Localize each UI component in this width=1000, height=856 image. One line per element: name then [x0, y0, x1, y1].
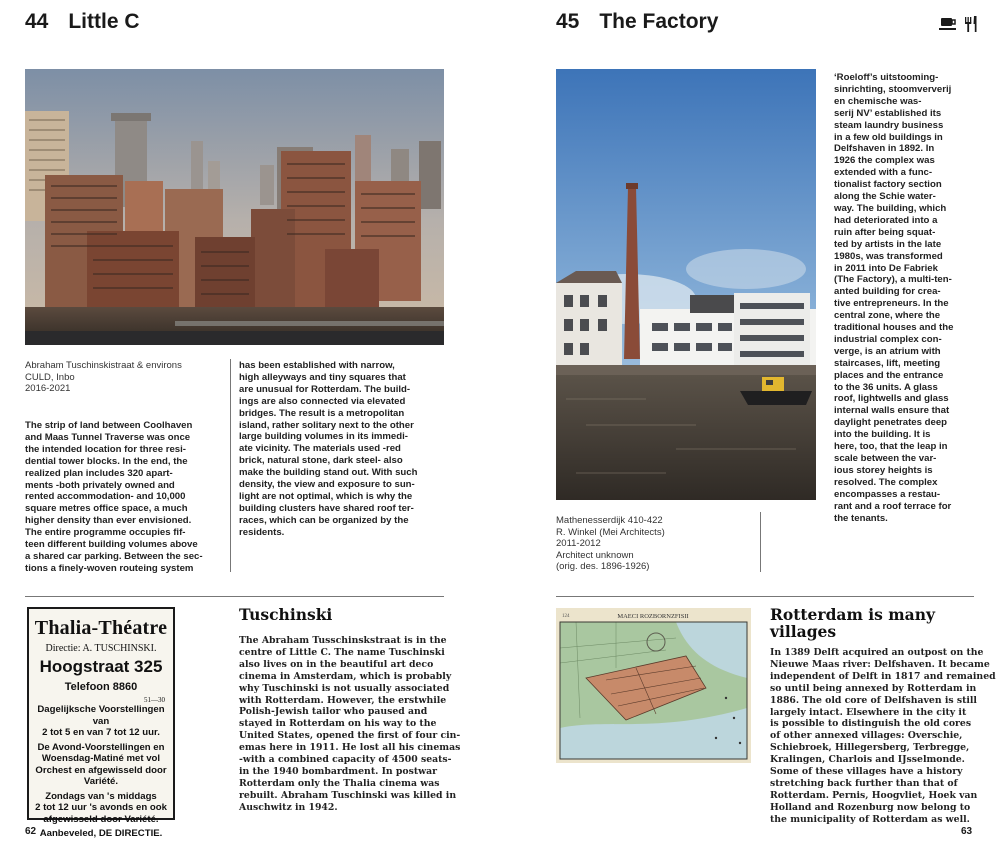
text-line: has been established with narrow,: [239, 360, 395, 371]
text-line: building clusters have shared roof ter-: [239, 502, 414, 514]
page-number-right: 63: [961, 826, 973, 837]
text-line: sinrichting, stoomververij: [834, 83, 952, 95]
page-heading-left: [25, 10, 140, 34]
text-line: and Maas Tunnel Traverse was once: [25, 431, 191, 443]
page-heading-right: [556, 10, 718, 34]
text-line: extended with a func-: [834, 167, 933, 179]
title-line: villages: [770, 622, 837, 641]
text-line: The Abraham Tusschinskstraat is in the: [239, 635, 447, 646]
text-line: tionalist factory section: [834, 179, 942, 191]
ad-title: Thalia-Théatre: [34, 617, 168, 639]
text-line: The entire programme occupies fif-: [25, 527, 186, 539]
text-line: the municipality of Rotterdam as well.: [770, 813, 970, 825]
text-line: bridges. The result is a metropolitan: [239, 407, 405, 419]
text-line: ate vicinity. The materials used -red: [239, 443, 401, 455]
text-line: places and the entrance: [834, 369, 944, 381]
text-line: a shared car parking. Between the sec-: [25, 550, 203, 562]
the-factory-caption: [556, 515, 756, 573]
text-line: to the 36 units. A glass: [834, 381, 938, 393]
text-line: independent of Delft in 1817 and remained: [770, 670, 996, 682]
text-line: resolved. The complex: [834, 476, 938, 488]
ad-line: afgewisseld door Variété.: [43, 813, 159, 825]
caption-address: Mathenesserdijk 410-422: [556, 515, 663, 526]
text-line: are unusual for Rotterdam. The build-: [239, 383, 411, 395]
ad-line: Variété.: [83, 776, 119, 787]
text-line: daylight penetrates deep: [834, 417, 948, 429]
text-line: large building volumes in its immedi-: [239, 431, 408, 443]
text-line: Auschwitz in 1942.: [239, 801, 338, 813]
delfshaven-historical-map: [556, 608, 751, 763]
text-line: way. The building, which: [834, 202, 947, 214]
text-line: steam laundry business: [834, 119, 944, 131]
coffee-cup-icon: [939, 18, 956, 30]
text-line: ruin after being squat-: [834, 226, 936, 238]
column-divider: [230, 359, 231, 572]
text-line: serij NV’ established its: [834, 107, 942, 119]
ad-line: 2 tot 12 uur 's avonds en ook: [35, 802, 167, 813]
fork-knife-icon: [965, 16, 977, 32]
map-corner-mark: 124: [562, 614, 570, 619]
tuschinski-box-title: Tuschinski: [239, 605, 333, 624]
text-line: largely intact. Elsewhere in the city it: [770, 706, 967, 718]
text-line: with Rotterdam. However, the erstwhile: [239, 694, 447, 706]
text-line: higher density than ever envisioned.: [25, 515, 192, 527]
caption-orig-architect: Architect unknown: [556, 549, 634, 561]
text-line: races, which can be organized by the: [239, 514, 409, 526]
text-line: the tenants.: [834, 512, 888, 524]
text-line: ‘Roeloff’s uitstooming-: [834, 72, 939, 83]
amenity-icons: [939, 14, 979, 34]
text-line: ious storey heights is: [834, 464, 933, 476]
entry-title: Little C: [68, 10, 140, 33]
ad-line: De Avond-Voorstellingen en: [37, 741, 165, 753]
villages-box-body: [770, 647, 996, 826]
ad-address: Hoogstraat 325: [39, 657, 163, 676]
text-line: en chemische was-: [834, 95, 922, 107]
ad-line: Woensdag-Matiné met vol: [41, 753, 161, 764]
text-line: tive entrepreneurs. In the: [834, 298, 949, 310]
text-line: 1886. The old core of Delfshaven is still: [770, 694, 977, 706]
ad-line: Dagelijksche Voorstellingen van: [37, 704, 165, 727]
text-line: realized plan includes 320 apart-: [25, 467, 173, 479]
map-title: MAECI ROZBORNZFISII: [617, 613, 689, 620]
caption-years: 2016-2021: [25, 383, 71, 394]
entry-title: The Factory: [599, 10, 719, 33]
ad-line: Zondags van 's middags: [45, 790, 157, 802]
villages-box-title: [770, 606, 975, 640]
text-line: cinema in Amsterdam, which is probably: [239, 670, 452, 682]
text-line: 1926 the complex was: [834, 155, 935, 167]
text-line: so until being annexed by Rotterdam in: [770, 682, 977, 694]
text-line: ted by artists in the late: [834, 238, 942, 250]
ad-director: Directie: A. TUSCHINSKI.: [45, 643, 157, 654]
text-line: tions a finely-woven routeing system: [25, 562, 194, 574]
section-rule-right: [556, 596, 974, 597]
text-line: brick, natural stone, dark steel- also: [239, 455, 403, 467]
text-line: Some of these villages have a history: [770, 766, 963, 778]
text-line: Nieuwe Maas river: Delfshaven. It became: [770, 658, 990, 670]
text-line: scale between the var-: [834, 453, 937, 464]
text-line: had deteriorated into a: [834, 214, 938, 226]
caption-orig-design: (orig. des. 1896-1926): [556, 561, 650, 572]
text-line: is possible to distinguish the old cores: [770, 718, 972, 730]
text-line: verge, is an atrium with: [834, 345, 941, 357]
text-line: density, the view and exposure to sun-: [239, 479, 415, 491]
text-line: Polish-Jewish tailor who paused and: [239, 706, 428, 718]
text-line: central zone, where the: [834, 310, 941, 322]
text-line: in the 1940 bombardment. In postwar: [239, 765, 438, 777]
text-line: into the building. It is: [834, 429, 931, 441]
text-line: ments -both privately owned and: [25, 479, 175, 491]
text-line: why Tuschinski is not usually associated: [239, 682, 450, 694]
text-line: high alleyways and tiny squares that: [239, 371, 406, 383]
text-line: rebuilt. Abraham Tuschinski was killed in: [239, 789, 457, 801]
little-c-photo: [25, 69, 444, 345]
text-line: stayed in Rotterdam on his way to the: [239, 718, 437, 730]
page-number-left: 62: [25, 826, 37, 837]
caption-address: Abraham Tuschinskistraat & environs: [25, 360, 182, 371]
text-line: the intended location for three resi-: [25, 443, 186, 455]
text-line: The strip of land between Coolhaven: [25, 420, 193, 431]
caption-years: 2011-2012: [556, 538, 601, 549]
text-line: of other annexed villages: Overschie,: [770, 730, 963, 742]
text-line: emas here in 1911. He lost all his cinemas: [239, 742, 461, 754]
text-line: centre of Little C. The name Tuschinski: [239, 646, 445, 658]
tuschinski-box-body: [239, 635, 461, 814]
text-line: square metres office space, a much: [25, 503, 188, 515]
title-line: Rotterdam is many: [770, 605, 935, 624]
text-line: roof, lightwells and glass: [834, 393, 949, 405]
text-line: United States, opened the first of four cin-: [239, 730, 461, 742]
text-line: make the building stand out. With such: [239, 467, 418, 479]
text-line: traditional houses and the: [834, 322, 954, 334]
text-line: Delfshaven in 1892. In: [834, 143, 935, 155]
text-line: Kralingen, Charlois and IJsselmonde.: [770, 754, 965, 766]
text-line: stretching back further than that of: [770, 777, 958, 789]
ad-code: 51—30: [144, 696, 165, 704]
text-line: ings are also connected via elevated: [239, 395, 406, 407]
little-c-body-col2: [239, 360, 444, 539]
text-line: internal walls ensure that: [834, 405, 950, 417]
text-line: In 1389 Delft acquired an outpost on the: [770, 647, 984, 658]
entry-number: 44: [25, 10, 49, 33]
text-line: also lives on in the beautiful art deco: [239, 658, 434, 670]
text-line: teen different building volumes above: [25, 539, 198, 551]
the-factory-body: [834, 72, 974, 524]
text-line: Rotterdam. Pernis, Hoogvliet, Hoek van: [770, 789, 978, 801]
the-factory-photo: [556, 69, 816, 500]
text-line: Rotterdam only the Thalia cinema was: [239, 777, 440, 789]
ad-line: Aanbeveled, DE DIRECTIE.: [39, 828, 163, 839]
text-line: industrial complex con-: [834, 333, 942, 345]
text-line: here, too, that the leap in: [834, 441, 948, 453]
little-c-body-col1: [25, 420, 235, 575]
text-line: in 2011 into De Fabriek: [834, 262, 938, 274]
text-line: island, rather solitary next to the other: [239, 419, 414, 431]
text-line: in a few old buildings in: [834, 131, 943, 143]
text-line: rented accommodation- and 10,000: [25, 491, 186, 503]
section-rule-left: [25, 596, 444, 597]
text-line: (The Factory), a multi-ten-: [834, 274, 952, 286]
ad-line: 2 tot 5 en van 7 tot 12 uur.: [42, 727, 160, 738]
text-line: 1980s, was transformed: [834, 250, 943, 262]
text-line: rant and a roof terrace for: [834, 500, 952, 512]
text-line: encompasses a restau-: [834, 488, 941, 500]
caption-architect: CULD, Inbo: [25, 371, 75, 383]
ad-line: Orchest en afgewisseld door: [35, 764, 167, 776]
text-line: Holland and Rozenburg now belong to: [770, 801, 971, 813]
column-divider: [760, 512, 761, 572]
text-line: residents.: [239, 526, 285, 538]
text-line: staircases, lift, meeting: [834, 357, 941, 369]
ad-phone: Telefoon 8860: [64, 681, 138, 693]
text-line: -with a combined capacity of 4500 seats-: [239, 754, 452, 766]
text-line: along the Schie water-: [834, 191, 936, 203]
text-line: dential tower blocks. In the end, the: [25, 455, 188, 467]
entry-number: 45: [556, 10, 580, 33]
text-line: anted building for crea-: [834, 286, 941, 298]
text-line: Schiebroek, Hillegersberg, Terbregge,: [770, 742, 970, 754]
little-c-caption: [25, 360, 225, 395]
caption-architect: R. Winkel (Mei Architects): [556, 526, 665, 538]
text-line: light are not optimal, which is why the: [239, 490, 413, 502]
